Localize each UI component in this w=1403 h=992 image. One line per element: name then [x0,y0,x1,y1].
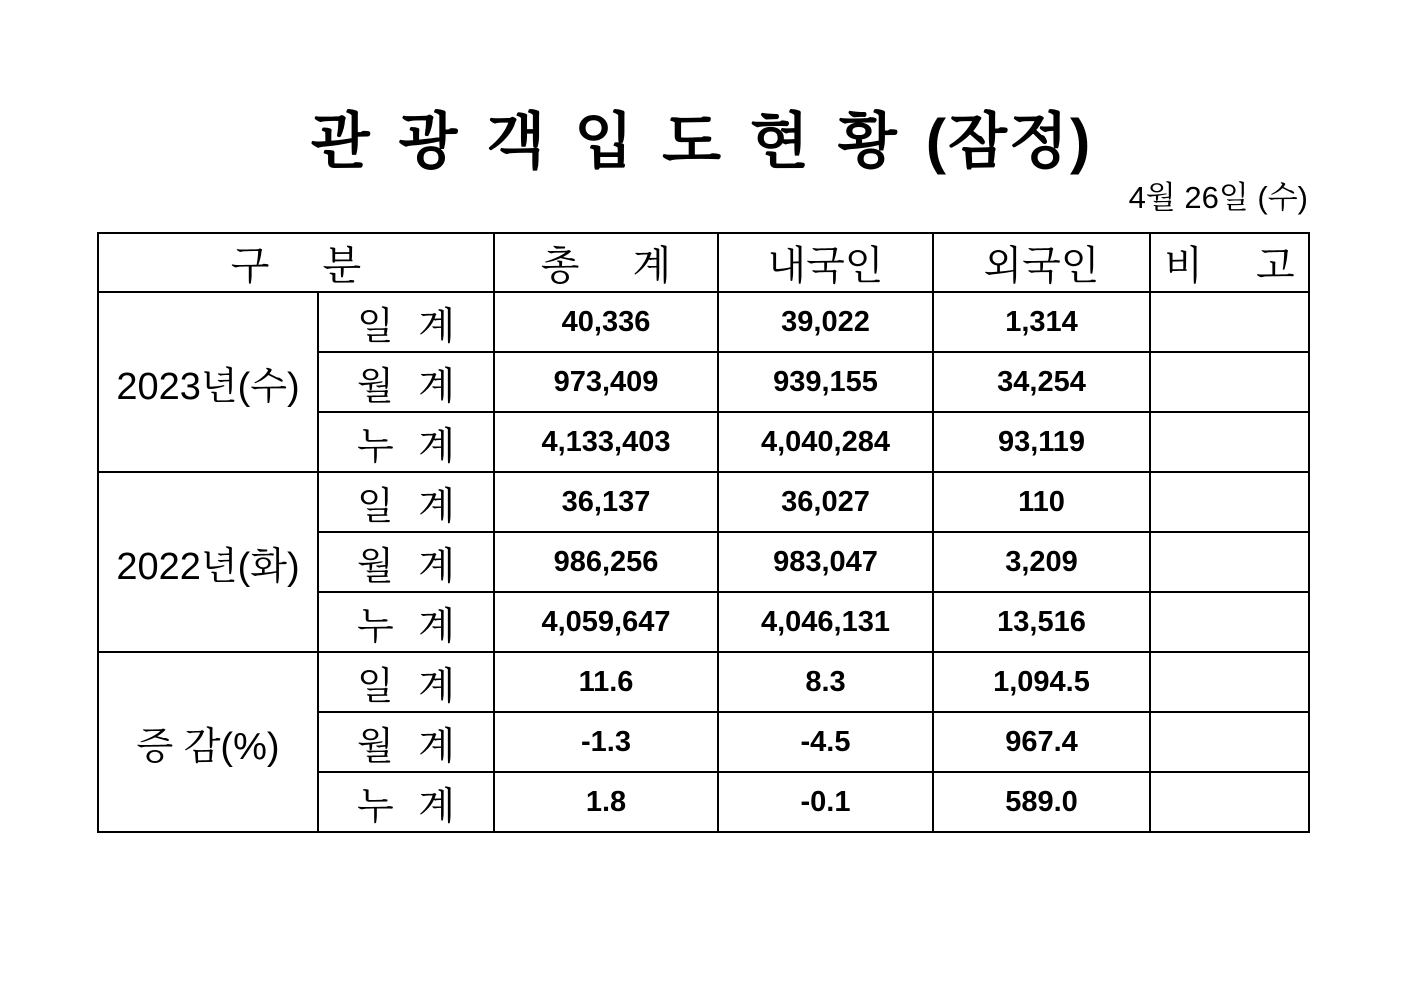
table-header-row [98,233,1309,292]
report-date: 4월 26일 (수) [1128,180,1308,215]
cell-total: 1.8 [494,772,718,832]
row-label: 일 계 [318,292,494,352]
cell-remarks-empty [1150,532,1309,592]
cell-remarks-empty [1150,772,1309,832]
cell-domestic: -0.1 [718,772,933,832]
cell-total: 973,409 [494,352,718,412]
cell-foreign: 3,209 [933,532,1150,592]
cell-total: 40,336 [494,292,718,352]
cell-remarks-empty [1150,712,1309,772]
row-label: 누 계 [318,772,494,832]
cell-foreign: 589.0 [933,772,1150,832]
table-row [98,472,1309,532]
cell-domestic: 8.3 [718,652,933,712]
cell-foreign: 1,314 [933,292,1150,352]
row-label: 월 계 [318,532,494,592]
group-label-2022: 2022년(화) [98,472,318,652]
cell-domestic: 39,022 [718,292,933,352]
cell-foreign: 967.4 [933,712,1150,772]
table-row [98,652,1309,712]
row-label: 월 계 [318,712,494,772]
cell-domestic: 4,040,284 [718,412,933,472]
tourist-arrivals-table [97,232,1310,833]
cell-domestic: 983,047 [718,532,933,592]
cell-total: 11.6 [494,652,718,712]
row-label: 누 계 [318,592,494,652]
cell-domestic: 4,046,131 [718,592,933,652]
cell-foreign: 1,094.5 [933,652,1150,712]
table-row [98,292,1309,352]
cell-total: 36,137 [494,472,718,532]
cell-remarks-empty [1150,472,1309,532]
header-category: 구 분 [98,233,494,292]
cell-total: 4,059,647 [494,592,718,652]
cell-remarks-empty [1150,412,1309,472]
header-foreign: 외국인 [933,233,1150,292]
cell-remarks-empty [1150,592,1309,652]
cell-total: 4,133,403 [494,412,718,472]
cell-remarks-empty [1150,652,1309,712]
cell-total: 986,256 [494,532,718,592]
cell-foreign: 34,254 [933,352,1150,412]
row-label: 일 계 [318,652,494,712]
cell-foreign: 93,119 [933,412,1150,472]
cell-foreign: 13,516 [933,592,1150,652]
cell-foreign: 110 [933,472,1150,532]
header-domestic: 내국인 [718,233,933,292]
row-label: 일 계 [318,472,494,532]
group-label-2023: 2023년(수) [98,292,318,472]
cell-remarks-empty [1150,292,1309,352]
cell-total: -1.3 [494,712,718,772]
row-label: 월 계 [318,352,494,412]
cell-domestic: 36,027 [718,472,933,532]
header-total: 총 계 [494,233,718,292]
cell-remarks-empty [1150,352,1309,412]
row-label: 누 계 [318,412,494,472]
page-title: 관 광 객 입 도 현 황 (잠정) [310,107,1093,175]
cell-domestic: 939,155 [718,352,933,412]
group-label-change: 증 감(%) [98,652,318,832]
cell-domestic: -4.5 [718,712,933,772]
header-remarks: 비 고 [1150,233,1309,292]
